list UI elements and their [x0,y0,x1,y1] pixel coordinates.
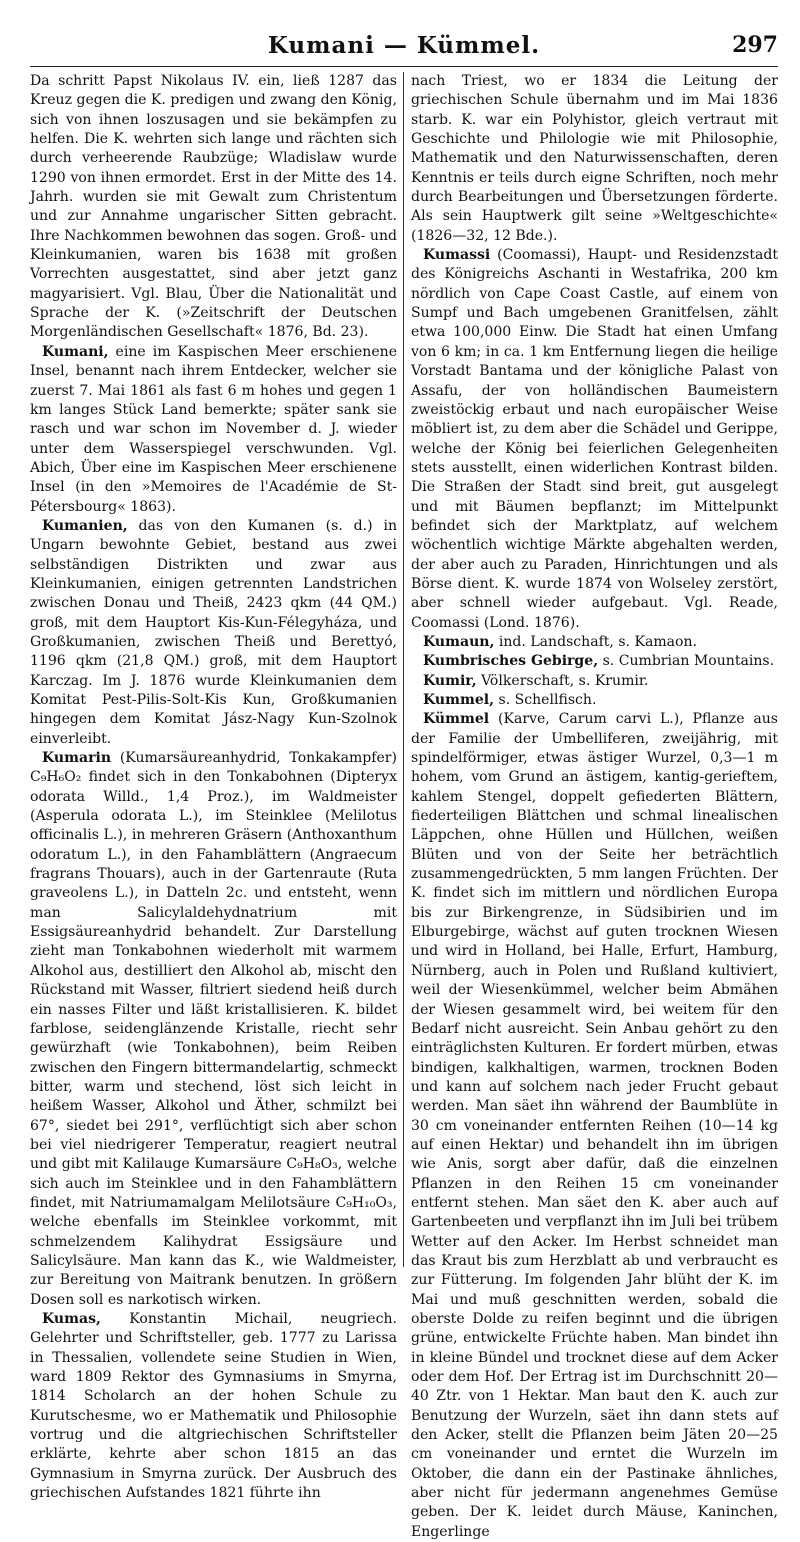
entry-kumani [30,343,397,517]
entry-kumbrisches-gebirge [411,652,778,671]
entry-lemma: Kumani, [42,343,109,360]
entry-lemma: Kumanien, [42,517,128,534]
left-column [30,72,398,1502]
entry-kumarin [30,749,397,1310]
right-column [411,72,779,1540]
column-divider [403,72,404,1267]
entry-text: nach Triest, wo er 1834 die Leitung der griechischen Schule übernahm und im Mai 1836 starb. K. war ein Polyhistor, gleich vertraut mit Geschichte und Philologie wie mit Philosophie, Mathematik und den Naturwissenschaften, deren Kenntnis er teils durch eigne Schriften, noch mehr durch Bearbeitungen und Übersetzungen förderte. Als sein Hauptwerk gilt seine »Weltgeschichte« (1826—32, 12 Bde.). [411,73,778,244]
page-number: 297 [732,32,778,58]
entry-lemma: Kumaun, [423,633,495,650]
entry-kummel [411,691,778,710]
entry-kumaun [411,633,778,652]
text-columns [30,72,779,1540]
running-head: Kumani — Kümmel. [267,32,541,59]
header-rule [30,66,778,67]
entry-text: s. Cumbrian Mountains. [602,653,775,670]
entry-kumanien [30,517,397,749]
entry-lemma: Kumarin [42,750,112,767]
entry-text: s. Schellfisch. [498,692,597,708]
entry-text: Konstantin Michail, neugriech. Gelehrter und Schriftsteller, geb. 1777 zu Larissa in Thessalien, vollendete seine Studien in Wien, ward 1809 Rektor des Gymnasiums in Smyrna, 1814 Scholarch an der hohen Schule zu Kurutschesme, wo er Mathematik und Philosophie vortrug und die altgriechischen Schriftsteller erklärte, kehrte aber schon 1815 an das Gymnasium in Smyrna zurück. Der Ausbruch des griechischen Aufstandes 1821 führte ihn [30,1311,397,1502]
entry-text: ind. Landschaft, s. Kamaon. [498,633,698,650]
entry-lemma: Kümmel [423,711,490,728]
entry-lemma: Kumir, [423,672,477,689]
entry-continuation [30,72,397,343]
entry-text: (Kumarsäureanhydrid, Tonkakampfer) C₉H₆O₂ findet sich in den Tonkabohnen (Dipteryx odorata Willd., 1,4 Proz.), im Waldmeister (Asperula odorata L.), im Steinklee (Melilotus officinalis L.), in mehreren Gräsern (Anthoxanthum odoratum L.), in den Fahamblättern (Angraecum fragrans Thouars), auch in der Gartenraute (Ruta graveolens L.), in Datteln 2c. und entsteht, wenn man Salicylaldehydnatrium mit Essigsäureanhydrid behandelt. Zur Darstellung zieht man Tonkabohnen wiederholt mit warmem Alkohol aus, destilliert den Alkohol ab, mischt den Rückstand mit Wasser, filtriert siedend heiß durch ein nasses Filter und läßt kristallisieren. K. bildet farblose, seidenglänzende Kristalle, riecht sehr gewürzhaft (wie Tonkabohnen), beim Reiben zwischen den Fingern bittermandelartig, schmeckt bitter, warm und stechend, löst sich leicht in heißem Wasser, Alkohol und Äther, schmilzt bei 67°, siedet bei 291°, verflüchtigt sich aber schon bei viel niedrigerer Temperatur, reagiert neutral und gibt mit Kalilauge Kumarsäure C₉H₈O₃, welche sich auch im Steinklee und in den Fahamblättern findet, mit Natriumamalgam Melilotsäure C₉H₁₀O₃, welche ebenfalls im Steinklee vorkommt, mit schmelzendem Kalihydrat Essigsäure und Salicylsäure. Man kann das K., wie Waldmeister, zur Bereitung von Maitrank benutzen. In größern Dosen soll es narkotisch wirken. [30,750,397,1308]
entry-text: das von den Kumanen (s. d.) in Ungarn bewohnte Gebiet, bestand aus zwei selbständigen Distrikten und zwar aus Kleinkumanien, einigen getrennten Landstrichen zwischen Donau und Theiß, 2423 qkm (44 QM.) groß, mit dem Hauptort Kis-Kun-Félegyháza, und Großkumanien, zwischen Theiß und Berettyó, 1196 qkm (21,8 QM.) groß, mit dem Hauptort Karczag. Im J. 1876 wurde Kleinkumanien dem Komitat Pest-Pilis-Solt-Kis Kun, Großkumanien hingegen dem Komitat Jász-Nagy Kun-Szolnok einverleibt. [30,517,397,747]
entry-kuemmel [411,710,778,1542]
entry-lemma: Kumassi [423,247,491,264]
entry-kumir [411,672,778,691]
entry-kumassi [411,246,778,633]
entry-continuation [411,72,778,246]
entry-text: (Coomassi), Haupt- und Residenzstadt des Königreichs Aschanti in Westafrika, 200 km nördlich von Cape Coast Castle, auf einem von Sumpf und Bach umgebenen Granitfelsen, zählt etwa 100,000 Einw. Die Stadt hat einen Umfang von 6 km; in ca. 1 km Entfernung liegen die heilige Vorstadt Bantama und der königliche Palast von Assafu, der von holländischen Baumeistern zweistöckig erbaut und nach europäischer Weise möbliert ist, zu dem aber die Schädel und Gerippe, welche der König bei feierlichen Gelegenheiten stets ausstellt, einen widerlichen Kontrast bilden. Die Straßen der Stadt sind breit, gut ausgelegt und mit Bäumen bepflanzt; im Mittelpunkt befindet sich der Marktplatz, auf welchem wöchentlich wichtige Märkte abgehalten werden, der aber auch zu Paraden, Hinrichtungen und als Börse dient. K. wurde 1874 von Wolseley zerstört, aber schnell wieder aufgebaut. Vgl. Reade, Coomassi (Lond. 1876). [411,247,779,631]
page-header [30,32,778,62]
entry-text: eine im Kaspischen Meer erschienene Insel, benannt nach ihrem Entdecker, welcher sie zuerst 7. Mai 1861 als fast 6 m hohes und gegen 1 km langes Stück Land bemerkte; später sank sie rasch und war schon im November d. J. wieder unter dem Wasserspiegel verschwunden. Vgl. Abich, Über eine im Kaspischen Meer erschienene Insel (in den »Memoires de l'Académie de St-Pétersbourg« 1863). [30,343,398,515]
entry-lemma: Kummel, [423,692,495,708]
entry-text: (Karve, Carum carvi L.), Pflanze aus der Familie der Umbelliferen, zweijährig, mit spindelförmiger, etwas ästiger Wurzel, 0,3—1 m hohem, vom Grund an ästigem, kantig-gerieftem, kahlem Stengel, doppelt gefiederten Blättern, fiederteiligen Blättchen und schmal linealischen Läppchen, ohne Hüllen und Hüllchen, weißen Blüten und von der Seite her beträchtlich zusammengedrückten, 5 mm langen Früchten. Der K. findet sich im mittlern und nördlichen Europa bis zur Birkengrenze, in Südsibirien und im Elburgebirge, wächst auf guten trocknen Wiesen und wird in Holland, bei Halle, Erfurt, Hamburg, Nürnberg, auch in Polen und Rußland kultiviert, weil der Wiesenkümmel, welcher beim Abmähen der Wiesen gesammelt wird, bei weitem für den Bedarf nicht ausreicht. Sein Anbau gehört zu den einträglichsten Kulturen. Er fordert mürben, etwas bindigen, kalkhaltigen, warmen, trocknen Boden und kann auf solchem nach jeder Frucht gebaut werden. Man säet ihn während der Baumblüte in 30 cm voneinander entfernten Reihen (10—14 kg auf einen Hektar) und behandelt ihn im übrigen wie Anis, sorgt aber dafür, daß die einzelnen Pflanzen in den Reihen 15 cm voneinander entfernt stehen. Man säet den K. aber auch auf Gartenbeeten und verpflanzt ihn im Juli bei trübem Wetter auf den Acker. Im Herbst schneidet man das Kraut bis zum Herzblatt ab und verbraucht es zur Fütterung. Im folgenden Jahr blüht der K. im Mai und muß geschnitten werden, sobald die oberste Dolde zu reifen beginnt und die übrigen grüne, entwickelte Früchte haben. Man bindet ihn in kleine Bündel und trocknet diese auf dem Acker oder dem Hof. Der Ertrag ist im Durchschnitt 20—40 Ztr. von 1 Hektar. Man baut den K. auch zur Benutzung der Wurzeln, säet ihn dann stets auf den Acker, stellt die Pflanzen beim Jäten 20—25 cm voneinander und erntet die Wurzeln im Oktober, die dann ein der Pastinake ähnliches, aber nicht für jedermann angenehmes Gemüse geben. Der K. leidet durch Mäuse, Kaninchen, Engerlinge [411,711,779,1540]
entry-text: Da schritt Papst Nikolaus IV. ein, ließ 1287 das Kreuz gegen die K. predigen und zwang den König, sich von ihnen loszusagen und sie bekämpfen zu helfen. Die K. wehrten sich lange und rächten sich durch verheerende Raubzüge; Wladislaw wurde 1290 von ihnen ermordet. Erst in der Mitte des 14. Jahrh. wurden sie mit Gewalt zum Christentum und zur Annahme ungarischer Sitten gebracht. Ihre Nachkommen bewohnen das sogen. Groß- und Kleinkumanien, waren bis 1638 mit großen Vorrechten ausgestattet, sind aber jetzt ganz magyarisiert. Vgl. Blau, Über die Nationalität und Sprache der K. (»Zeitschrift der Deutschen Morgenländischen Gesellschaft« 1876, Bd. 23). [30,73,397,341]
entry-lemma: Kumbrisches Gebirge, [423,653,599,670]
entry-lemma: Kumas, [42,1311,101,1327]
entry-kumas [30,1310,397,1503]
entry-text: Völkerschaft, s. Krumir. [481,672,649,689]
